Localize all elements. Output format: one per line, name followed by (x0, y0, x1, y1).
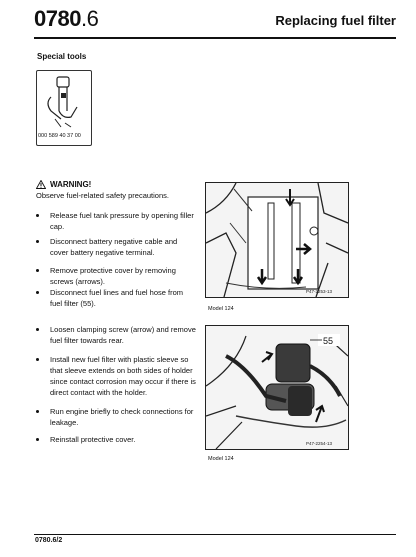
callout-label: 55 (323, 336, 334, 346)
step-text: Loosen clamping screw (arrow) and remove fuel filter towards rear. (50, 325, 196, 345)
footer-rule (34, 534, 396, 535)
list-item (32, 236, 197, 258)
figure-reference: P47-2254-13 (306, 441, 333, 446)
warning-label: WARNING! (50, 180, 92, 189)
header-rule (34, 37, 396, 39)
figure-reference: P47-2253-13 (306, 289, 333, 294)
step-text: Release fuel tank pressure by opening filler cap. (50, 211, 194, 231)
list-item (32, 406, 197, 428)
step-text: Remove protective cover by removing screws (arrows). (50, 266, 176, 286)
special-tools-heading: Special tools (37, 52, 87, 61)
section-code-main: 0780 (34, 6, 81, 31)
warning-heading (36, 180, 91, 189)
step-text: Install new fuel filter with plastic sleeve so that sleeve extends on both sides of holder since contact corrosion may occur if there is direct contact with the holder. (50, 355, 196, 397)
figure-fuel-filter (205, 325, 349, 450)
section-code-sub: .6 (80, 6, 99, 31)
figure-caption: Model 124 (208, 456, 234, 462)
figure-protective-cover (205, 182, 349, 298)
page-number: 0780.6/2 (35, 537, 63, 544)
page-title: Replacing fuel filter (275, 13, 396, 28)
figure-caption: Model 124 (208, 306, 234, 312)
list-item (32, 287, 197, 309)
step-text: Disconnect battery negative cable and cover battery negative terminal. (50, 237, 178, 257)
step-text: Run engine briefly to check connections for leakage. (50, 407, 194, 427)
warning-triangle-icon (36, 180, 46, 189)
engine-bay-illustration (206, 183, 348, 297)
list-item (32, 434, 197, 445)
list-item (32, 210, 197, 232)
socket-wrench-icon (37, 71, 91, 131)
section-code (34, 6, 98, 32)
list-item (32, 265, 197, 287)
step-text: Disconnect fuel lines and fuel hose from fuel filter (55). (50, 288, 183, 308)
fuel-filter-illustration (206, 326, 348, 449)
warning-text: Observe fuel-related safety precautions. (36, 191, 169, 200)
list-item (32, 324, 197, 346)
step-text: Reinstall protective cover. (50, 435, 136, 444)
tool-part-number: 000 589 40 37 00 (38, 133, 81, 139)
list-item (32, 354, 197, 398)
